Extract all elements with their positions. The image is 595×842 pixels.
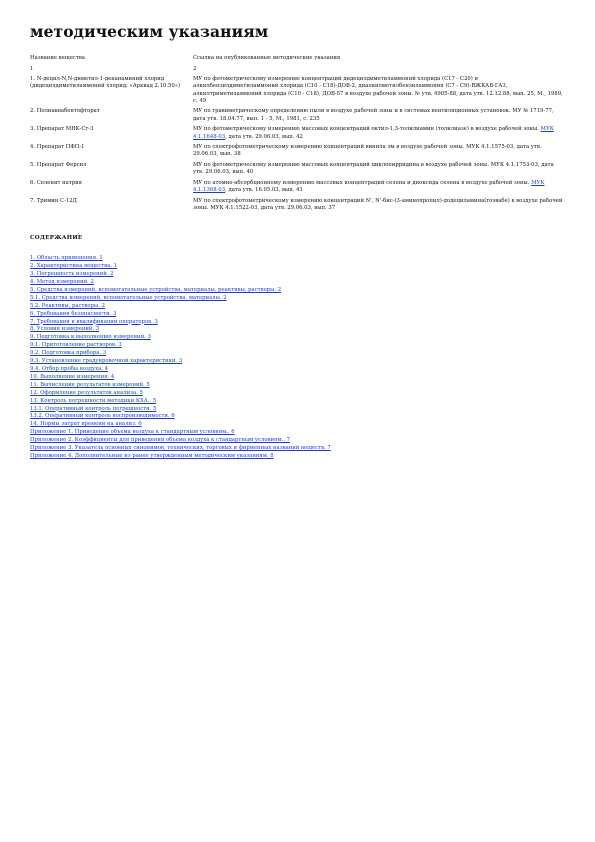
toc-link[interactable]: 6. Требования безопасности. 3 <box>30 310 117 317</box>
toc-item <box>30 406 570 414</box>
toc-link[interactable]: Приложение 1. Приведение объема воздуха к стандартным условиям.. 6 <box>30 429 235 436</box>
toc-title: СОДЕРЖАНИЕ <box>30 235 83 242</box>
header-substance: Название вещества <box>30 55 85 61</box>
toc-link[interactable]: 11. Вычисление результатов измерений. 5 <box>30 381 150 388</box>
toc-link[interactable]: 2. Характеристика вещества. 1 <box>30 263 118 270</box>
toc-item <box>30 311 570 319</box>
toc-link[interactable]: 5.2. Реактивы, растворы. 2 <box>30 302 105 309</box>
toc-link[interactable]: 14. Нормы затрат времени на анализ. 6 <box>30 421 142 428</box>
toc-link[interactable]: 9. Подготовка к выполнению измерений. 3 <box>30 334 151 341</box>
toc-item <box>30 326 570 334</box>
toc-link[interactable]: 13.1. Оперативный контроль погрешности. 5 <box>30 405 157 412</box>
toc-item <box>30 255 570 263</box>
toc-link[interactable]: 5.1. Средства измерений, вспомогательные устройства, материалы. 2 <box>30 294 227 301</box>
toc-item <box>30 413 570 421</box>
column-number-1: 1 <box>30 66 34 73</box>
page-title: методическим указаниям <box>30 22 269 41</box>
column-number-2: 2 <box>193 66 197 73</box>
substance-name: 2. Полиаквабентофторат <box>30 108 100 115</box>
substance-name: 3. Препарат МЯК-Ст-3 <box>30 126 94 133</box>
toc-item <box>30 303 570 311</box>
reference-cell <box>193 180 565 198</box>
toc-item <box>30 350 570 358</box>
toc-item <box>30 295 570 303</box>
header-reference: Ссылка на опубликованные методические указания <box>193 55 341 61</box>
toc-item <box>30 398 570 406</box>
reference-cell <box>193 108 565 126</box>
table-row <box>30 162 565 180</box>
reference-cell <box>193 76 565 109</box>
document-page <box>30 22 570 461</box>
substance-name: 1. N-децил-N,N-диметил-1-деканаминий хлорид (дидецилдиметиламмоний хлорид; «Арквад 2.10.50») <box>30 75 181 90</box>
reference-cell <box>193 162 565 180</box>
toc-item <box>30 453 570 461</box>
table-row <box>30 198 565 216</box>
reference-text: МУ по фотометрическому измерению массовых концентраций циклопирридина в воздухе рабочей зоны. МУК 4.1.1753-03, дата утв. 29.06.03, вып. 40 <box>193 161 554 176</box>
reference-text: МУ по спектрофотометрическому измерению концентраций N', N'-бис-(3-аминопропил)-додециламина(гоэвабе) в воздухе рабочей зоны. МУК 4.1.1522-03, дата утв. 29.06.03, вып. 37 <box>193 197 563 211</box>
toc-link[interactable]: 13.2. Оперативный контроль воспроизводимости. 6 <box>30 413 175 420</box>
table-row <box>30 180 565 198</box>
toc-item <box>30 334 570 342</box>
substance-name: 7. Тримин С-12Д <box>30 197 77 204</box>
reference-text: МУ по фотометрическому измерению массовых концентраций октил-1,3-толилиамин (толилиазе) в воздухе рабочей зоны. <box>193 126 541 133</box>
toc-item <box>30 429 570 437</box>
toc-link[interactable]: 9.2. Подготовка прибора. 3 <box>30 350 107 357</box>
table-row <box>30 108 565 126</box>
reference-text: МУ по спектрофотометрическому измерению концентраций винила эм в воздухе рабочей зоны. МУК 4.1.1575-03, дата утв. 29.06.03, вып. 38 <box>193 144 542 158</box>
toc-item <box>30 374 570 382</box>
reference-link[interactable]: МУК 4.1.1648-03 <box>193 126 554 140</box>
reference-text-tail: , дата утв. 29.06.03, вып. 42 <box>225 133 303 140</box>
toc-item <box>30 319 570 327</box>
column-number-row <box>30 66 565 75</box>
toc-item <box>30 445 570 453</box>
toc-item <box>30 279 570 287</box>
reference-link[interactable]: МУК 4.1.1368-03 <box>193 179 545 194</box>
substance-name: 6. Селенит натрия <box>30 179 82 186</box>
toc-item <box>30 342 570 350</box>
toc-item <box>30 358 570 366</box>
toc-link[interactable]: Приложение 2. Коэффициенты для приведения объема воздуха к стандартным условиям.. 7 <box>30 437 290 444</box>
toc-link[interactable]: 12. Оформление результатов анализа. 5 <box>30 389 143 396</box>
substance-name: 4. Препарат ПФП-1 <box>30 144 85 151</box>
reference-text: МУ по атомно-абсорбционному измерению массовых концентраций селена и диоксида селена в воздухе рабочей зоны. <box>193 179 532 186</box>
reference-text-tail: , дата утв. 16.05.03, вып. 41 <box>225 187 303 194</box>
toc-link[interactable]: 10. Выполнение измерения. 4 <box>30 373 115 380</box>
table-row <box>30 126 565 144</box>
reference-cell <box>193 144 565 162</box>
toc-link[interactable]: 9.4. Отбор пробы воздуха. 4 <box>30 366 109 372</box>
toc-link[interactable]: 1. Область применения. 1 <box>30 255 103 262</box>
toc-link[interactable]: Приложение 3. Указатель основных синонимов, технических, торговых и фирменных названий веществ. 7 <box>30 445 331 452</box>
toc-item <box>30 271 570 279</box>
toc-link[interactable]: 5. Средства измерений, вспомогательные устройства, материалы, реактивы, растворы. 2 <box>30 286 282 293</box>
toc-link[interactable]: 8. Условия измерений. 3 <box>30 326 100 333</box>
toc-item <box>30 287 570 295</box>
table-header-row <box>30 55 565 66</box>
toc-link[interactable]: 9.3. Установление градуировочной характеристики. 3 <box>30 358 183 365</box>
reference-table <box>30 55 565 215</box>
toc-link[interactable]: 4. Метод измерений. 2 <box>30 279 94 286</box>
toc-link[interactable]: 7. Требования к квалификации операторов. 3 <box>30 318 158 325</box>
table-row <box>30 144 565 162</box>
toc-item <box>30 263 570 271</box>
table-row <box>30 76 565 109</box>
toc-link[interactable]: 9.1. Приготовление растворов. 3 <box>30 342 122 349</box>
toc-link[interactable]: Приложение 4. Дополнительные из ранее утвержденным методическим указаниям. 8 <box>30 452 274 459</box>
reference-text: МУ по гравиметрическому определению пыли в воздухе рабочей зоны и в системах вентиляционных установок. МУ № 1719-77, дата утв. 18.04.77, вып. 1 - 5, М., 1981, с. 235 <box>193 108 554 122</box>
reference-cell <box>193 198 565 216</box>
toc-item <box>30 437 570 445</box>
toc-item <box>30 382 570 390</box>
toc-list <box>30 255 570 461</box>
reference-text: МУ по фотометрическому измерению концентраций дидецилдиметиламмоний хлорида (C17 - C20) и алкилбензилдиметиламмоний хлорида (C10 - C18)-ДОВ-2, диалкилметилбензиламмония (C7 - C9)-ВЖКАВ-ГАЗ, алкилтриметиламмоний хлорида (C10 - C18), ДОВ-57 в воздухе рабочей зоны. № утв. 4905-88, дата утв. 12.12.88, вып. 25, М., 1989, с. 49 <box>193 75 563 105</box>
toc-item <box>30 390 570 398</box>
substance-name: 5. Препарат Ферсил <box>30 161 87 168</box>
toc-link[interactable]: 13. Контроль погрешности методики КХА.. 5 <box>30 397 157 404</box>
toc-link[interactable]: 3. Погрешность измерений. 2 <box>30 271 114 278</box>
toc-item <box>30 366 570 374</box>
reference-cell <box>193 126 565 144</box>
